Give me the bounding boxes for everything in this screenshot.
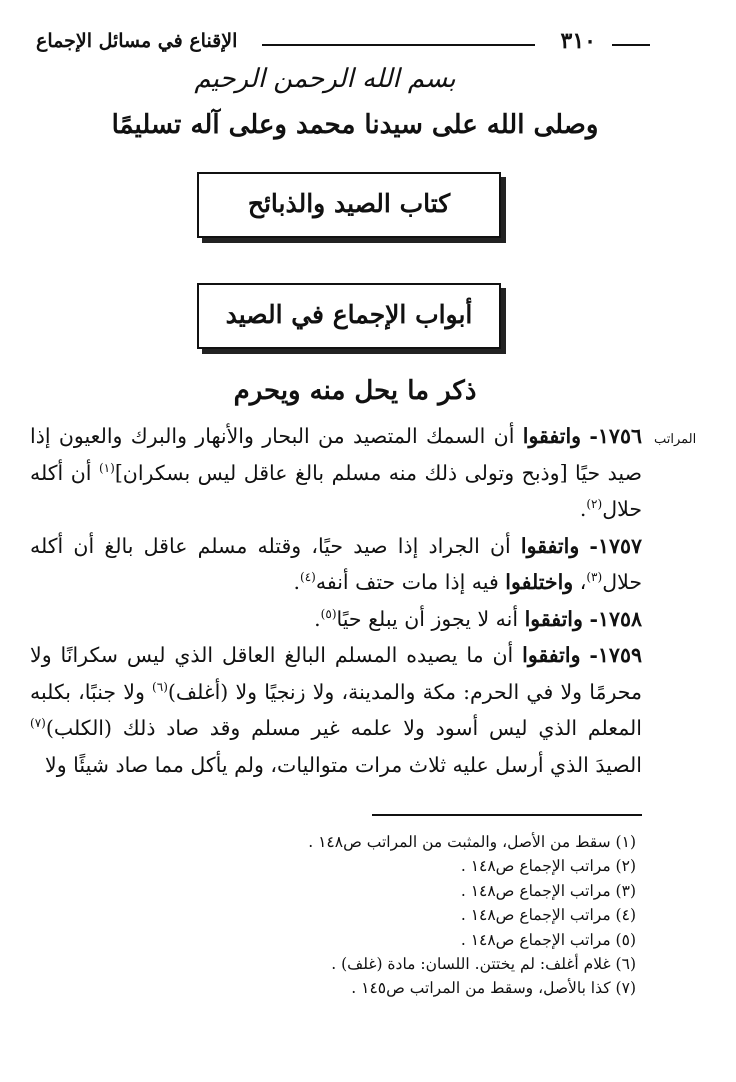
main-text <box>30 418 642 783</box>
section-heading: ذكر ما يحل منه ويحرم <box>233 376 477 406</box>
paragraph-text: أن ما يصيده المسلم البالغ العاقل الذي ليس سكرانًا ولا محرمًا ولا في الحرم: مكة والمدينة، ولا زنجيًا ولا (أغلف) <box>30 643 642 704</box>
paragraph-text: . <box>579 497 587 521</box>
footnote: (٢) مراتب الإجماع ص١٤٨ . <box>460 857 636 876</box>
paragraph-text: . <box>293 570 300 594</box>
footnote-ref: (٢) <box>586 497 603 512</box>
lead-word: واختلفوا <box>505 570 574 594</box>
paragraph-text: . <box>314 606 321 631</box>
book-heading: كتاب الصيد والذبائح <box>247 189 451 218</box>
paragraph-text: أن أكله حلال <box>30 460 642 521</box>
footnote-ref: (١) <box>98 460 115 475</box>
footnote-separator <box>372 814 642 816</box>
lead-word: واتفقوا <box>522 424 582 448</box>
footnote: (٧) كذا بالأصل، وسقط من المراتب ص١٤٥ . <box>351 979 636 998</box>
footnote-ref: (٧) <box>30 716 46 731</box>
paragraph-number: ١٧٥٨- <box>589 606 642 631</box>
book-heading-box <box>197 172 501 238</box>
paragraph-number: ١٧٥٧- <box>589 533 642 558</box>
paragraph-text: ، <box>579 570 587 594</box>
footnote: (٥) مراتب الإجماع ص١٤٨ . <box>460 930 636 949</box>
footnotes <box>30 830 642 1001</box>
paragraph-number: ١٧٥٦- <box>589 424 642 448</box>
paragraph-text: أن السمك المتصيد من البحار والأنهار والبرك والعيون إذا صيد حيًا [وذبح وتولى ذلك منه مسلم بالغ عاقل ليس بسكران] <box>30 424 643 485</box>
salawat-line: وصلى الله على سيدنا محمد وعلى آله تسليمًا <box>111 110 599 140</box>
paragraph-text: أنه لا يجوز أن يبلع حيًا <box>336 606 519 631</box>
paragraph-1756 <box>30 418 642 528</box>
chapter-heading: أبواب الإجماع في الصيد <box>225 300 473 329</box>
footnote: (١) سقط من الأصل، والمثبت من المراتب ص١٤٨ . <box>308 833 636 851</box>
lead-word: واتفقوا <box>520 533 580 558</box>
paragraph-1758 <box>30 601 642 638</box>
paragraph-text: ولا جنبًا، بكلبه المعلم الذي ليس أسود ولا علمه غير مسلم وقد صاد ذلك (الكلب) <box>30 679 642 740</box>
lead-word: واتفقوا <box>524 606 583 631</box>
chapter-heading-box <box>197 283 501 349</box>
paragraph-1759 <box>30 637 642 783</box>
header-rule-right <box>612 44 650 46</box>
footnote: (٣) مراتب الإجماع ص١٤٨ . <box>460 881 636 900</box>
margin-note: المراتب <box>654 432 697 447</box>
basmala: بسم الله الرحمن الرحيم <box>194 64 456 94</box>
footnote-ref: (٦) <box>152 679 168 694</box>
book-title: الإقناع في مسائل الإجماع <box>30 30 243 52</box>
footnote-ref: (٥) <box>320 606 337 621</box>
footnote: (٤) مراتب الإجماع ص١٤٨ . <box>460 906 636 925</box>
footnote-ref: (٤) <box>300 570 316 585</box>
footnote-ref: (٣) <box>586 570 603 585</box>
footnote: (٦) غلام أغلف: لم يختتن. اللسان: مادة (غلف) . <box>331 955 636 974</box>
header-rule-left <box>262 44 535 46</box>
paragraph-number: ١٧٥٩- <box>589 643 642 667</box>
paragraph-text: الصيدَ الذي أرسل عليه ثلاث مرات متواليات، ولم يأكل مما صاد شيئًا ولا <box>45 752 642 777</box>
page-number: ٣١٠ <box>555 28 602 54</box>
lead-word: واتفقوا <box>522 643 581 667</box>
running-header <box>30 28 650 60</box>
paragraph-text: فيه إذا مات حتف أنفه <box>315 570 499 594</box>
paragraph-text: أن الجراد إذا صيد حيًا، وقتله مسلم عاقل بالغ أن أكله حلال <box>30 533 642 594</box>
paragraph-1757 <box>30 528 642 601</box>
